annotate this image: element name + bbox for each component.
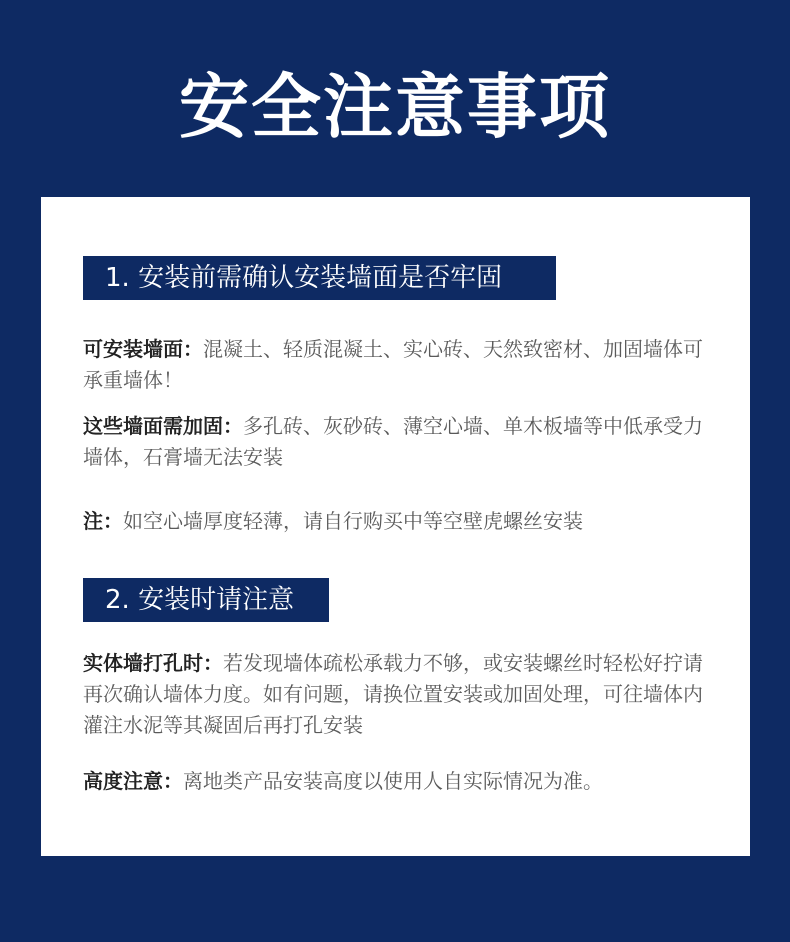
paragraph-label: 可安装墙面：	[83, 337, 203, 361]
paragraph-text: 如空心墙厚度轻薄，请自行购买中等空壁虎螺丝安装	[123, 509, 583, 533]
paragraph-note	[83, 506, 711, 537]
paragraph-label: 实体墙打孔时：	[83, 651, 223, 675]
paragraph-solid-wall-drilling	[83, 648, 711, 741]
paragraph-label: 高度注意：	[83, 769, 183, 793]
paragraph-label: 注：	[83, 509, 123, 533]
paragraph-walls-need-reinforcement	[83, 411, 711, 473]
paragraph-text: 若发现墙体疏松承载力不够，或安装螺丝时轻松好拧请再次确认墙体力度。如有问题，请换位置安装或加固处理，可往墙体内灌注水泥等其凝固后再打孔安装	[83, 651, 703, 737]
paragraph-text: 离地类产品安装高度以使用人自实际情况为准。	[183, 769, 603, 793]
paragraph-height-notice	[83, 766, 711, 797]
paragraph-text: 混凝土、轻质混凝土、实心砖、天然致密材、加固墙体可承重墙体！	[83, 337, 703, 392]
paragraph-installable-walls	[83, 334, 711, 396]
paragraph-text: 多孔砖、灰砂砖、薄空心墙、单木板墙等中低承受力墙体，石膏墙无法安装	[83, 414, 703, 469]
section-header-1: 1. 安装前需确认安装墙面是否牢固	[83, 256, 556, 300]
section-header-2: 2. 安装时请注意	[83, 578, 329, 622]
page-title: 安全注意事项	[179, 66, 611, 148]
paragraph-label: 这些墙面需加固：	[83, 414, 243, 438]
content-card	[41, 197, 750, 856]
